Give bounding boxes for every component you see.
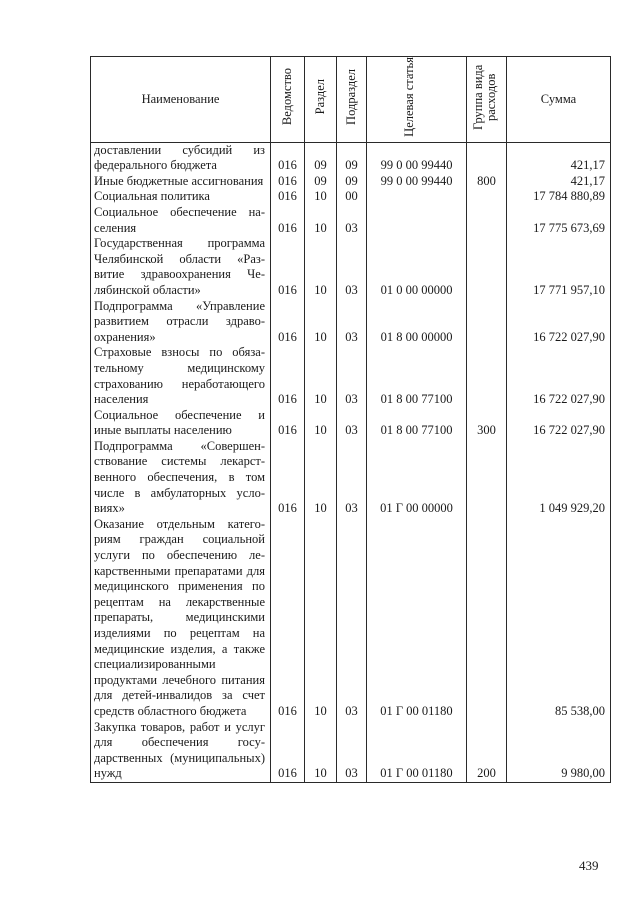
row-gruppa [467,236,507,298]
table-row [91,517,611,720]
header-name-label: Наименование [141,91,220,106]
row-podrazdel: 09 [337,142,367,174]
row-podrazdel: 03 [337,439,367,517]
row-razdel: 10 [305,345,337,407]
header-podrazdel-label: Подраздел [344,69,358,125]
page-number: 439 [579,858,599,873]
row-celevaya: 01 8 00 00000 [367,299,467,346]
row-celevaya: 01 8 00 77100 [367,345,467,407]
row-name: Подпрограмма «Управление развитием отрасли здравоохранения» [91,299,271,346]
header-celevaya-label: Целевая статья [401,57,416,137]
row-podrazdel: 03 [337,345,367,407]
row-summa: 9 980,00 [507,720,611,783]
header-podrazdel [337,57,367,143]
row-vedomstvo: 016 [271,720,305,783]
row-celevaya: 99 0 00 99440 [367,142,467,174]
row-vedomstvo: 016 [271,189,305,205]
row-celevaya: 01 Г 00 01180 [367,517,467,720]
row-podrazdel: 03 [337,517,367,720]
row-vedomstvo: 016 [271,174,305,190]
row-gruppa [467,299,507,346]
header-summa [507,57,611,143]
row-razdel: 10 [305,236,337,298]
row-podrazdel: 03 [337,720,367,783]
row-summa: 16 722 027,90 [507,408,611,439]
header-row [91,57,611,143]
row-razdel: 10 [305,299,337,346]
table-row [91,174,611,190]
row-name: доставлении субсидий из федерального бюджета [91,142,271,174]
row-podrazdel: 00 [337,189,367,205]
row-podrazdel: 09 [337,174,367,190]
table-row [91,236,611,298]
row-podrazdel: 03 [337,236,367,298]
row-vedomstvo: 016 [271,142,305,174]
table-row [91,408,611,439]
row-podrazdel: 03 [337,299,367,346]
row-name: Государственная программа Челябинской области «Развитие здравоохранения Челябинской области» [91,236,271,298]
table-row [91,189,611,205]
row-celevaya: 01 Г 00 00000 [367,439,467,517]
row-celevaya: 01 8 00 77100 [367,408,467,439]
row-razdel: 09 [305,174,337,190]
row-gruppa [467,345,507,407]
row-vedomstvo: 016 [271,517,305,720]
row-celevaya: 99 0 00 99440 [367,174,467,190]
row-name: Иные бюджетные ассигнования [91,174,271,190]
row-razdel: 09 [305,142,337,174]
row-gruppa [467,189,507,205]
row-gruppa [467,517,507,720]
table-row [91,205,611,236]
row-gruppa [467,142,507,174]
row-razdel: 10 [305,205,337,236]
row-name: Оказание отдельным категориям граждан социальной услуги по обеспечению лекарственными препаратами для медицинского применения по рецептам на лекарственные препараты, медицинскими изделиями по рецептам на медицинские изделия, а также специализированными продуктами лечебного питания для детей-инвалидов за счет средств областного бюджета [91,517,271,720]
row-vedomstvo: 016 [271,299,305,346]
row-vedomstvo: 016 [271,205,305,236]
row-summa: 16 722 027,90 [507,299,611,346]
header-summa-label: Сумма [540,91,577,106]
row-name: Закупка товаров, работ и услуг для обеспечения государственных (муниципальных) нужд [91,720,271,783]
row-summa: 85 538,00 [507,517,611,720]
row-celevaya: 01 0 00 00000 [367,236,467,298]
row-name: Подпрограмма «Совершенствование системы лекарственного обеспечения, в том числе в амбулаторных условиях» [91,439,271,517]
header-gruppa-label: Группа вида расходов [470,64,498,130]
row-summa: 421,17 [507,174,611,190]
header-celevaya [367,57,467,143]
row-celevaya: 01 Г 00 01180 [367,720,467,783]
row-vedomstvo: 016 [271,408,305,439]
header-vedomstvo [271,57,305,143]
row-vedomstvo: 016 [271,345,305,407]
row-celevaya [367,205,467,236]
row-summa: 16 722 027,90 [507,345,611,407]
table-row [91,345,611,407]
row-razdel: 10 [305,189,337,205]
header-name [91,57,271,143]
row-celevaya [367,189,467,205]
row-podrazdel: 03 [337,408,367,439]
row-name: Социальное обеспечение и иные выплаты населению [91,408,271,439]
table-row [91,720,611,783]
row-summa: 17 784 880,89 [507,189,611,205]
header-razdel [305,57,337,143]
row-razdel: 10 [305,439,337,517]
row-summa: 17 775 673,69 [507,205,611,236]
row-razdel: 10 [305,408,337,439]
row-summa: 1 049 929,20 [507,439,611,517]
table-row [91,142,611,174]
row-gruppa: 300 [467,408,507,439]
row-summa: 421,17 [507,142,611,174]
table-row [91,439,611,517]
row-vedomstvo: 016 [271,236,305,298]
row-name: Страховые взносы по обязательному медицинскому страхованию неработающего населения [91,345,271,407]
row-podrazdel: 03 [337,205,367,236]
row-gruppa [467,439,507,517]
row-razdel: 10 [305,517,337,720]
row-gruppa [467,205,507,236]
row-vedomstvo: 016 [271,439,305,517]
row-summa: 17 771 957,10 [507,236,611,298]
header-vedomstvo-label: Ведомство [280,68,294,126]
row-name: Социальная политика [91,189,271,205]
row-gruppa: 800 [467,174,507,190]
header-gruppa [467,57,507,143]
row-name: Социальное обеспечение населения [91,205,271,236]
row-gruppa: 200 [467,720,507,783]
header-razdel-label: Раздел [313,79,327,115]
table-row [91,299,611,346]
row-razdel: 10 [305,720,337,783]
budget-table [90,56,611,783]
